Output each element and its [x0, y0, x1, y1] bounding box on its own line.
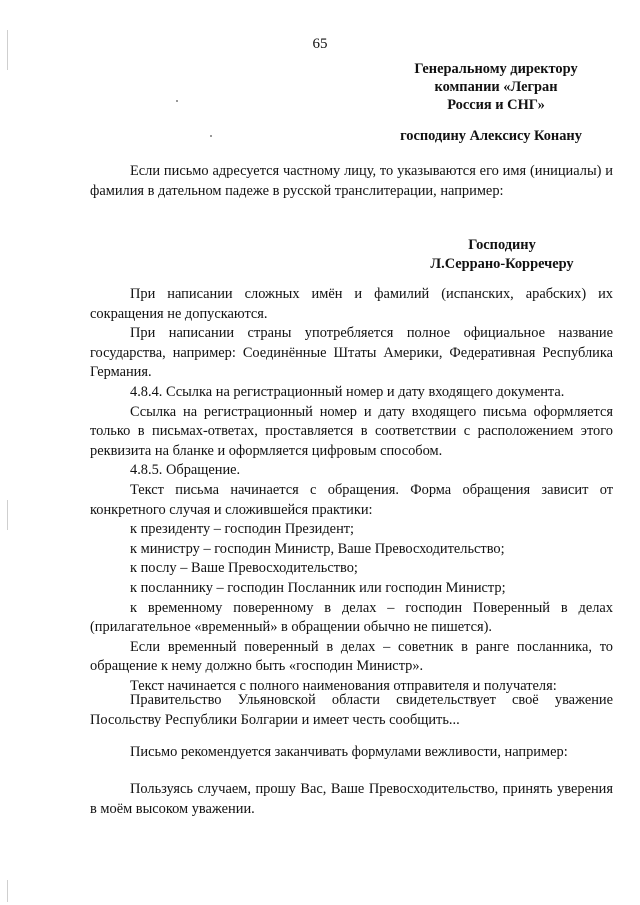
addressee-name: господину Алексису Конану — [400, 128, 582, 144]
page-number: 65 — [312, 36, 328, 52]
intro-paragraph: Если письмо адресуется частному лицу, то указываются его имя (инициалы) и фамилия в дательном падеже в русской транслитерации, например: — [90, 163, 613, 199]
address-form-item: к министру – господин Министр, Ваше Превосходительство; — [130, 540, 505, 557]
address-form-item: к посланнику – господин Посланник или господин Министр; — [130, 579, 506, 596]
example-section — [90, 691, 613, 730]
addressee-line: Генеральному директору — [414, 61, 578, 77]
section-heading: 4.8.5. Обращение. — [130, 462, 241, 479]
section-heading: 4.8.4. Ссылка на регистрационный номер и дату входящего документа. — [130, 383, 565, 400]
sample-address-line: Л.Серрано-Корречеру — [430, 256, 574, 272]
scan-speck — [210, 135, 212, 137]
paragraph: При написании сложных имён и фамилий (испанских, арабских) их сокращения не допускаются. — [90, 286, 613, 322]
sample-address — [400, 236, 604, 274]
address-form-item: к временному поверенному в делах – господин Поверенный в делах (прилагательное «временный» в обращении обычно не пишется). — [90, 599, 613, 636]
main-section — [90, 285, 613, 696]
address-form-item: к послу – Ваше Превосходительство; — [130, 560, 358, 577]
paragraph: Ссылка на регистрационный номер и дату входящего письма оформляется только в письмах-ответах, проставляется в соответствии с расположением этого реквизита на бланке и оформляется цифровым способом. — [90, 403, 613, 459]
paragraph: Текст письма начинается с обращения. Форма обращения зависит от конкретного случая и сложившейся практики: — [90, 481, 613, 518]
closing-intro: Письмо рекомендуется заканчивать формулами вежливости, например: — [130, 744, 568, 760]
paragraph: Текст начинается с полного наименования отправителя и получателя: — [130, 677, 557, 694]
address-form-item: к президенту – господин Президент; — [130, 521, 355, 538]
addressee-line: Россия и СНГ» — [447, 97, 545, 113]
closing-intro-section — [90, 743, 613, 763]
addressee-line: компании «Легран — [434, 79, 558, 95]
example-text: Правительство Ульяновской области свидетельствует своё уважение Посольству Республики Болгарии и имеет честь сообщить... — [90, 692, 613, 728]
scan-edge-line — [7, 500, 8, 530]
scan-speck — [176, 100, 178, 102]
intro-section — [90, 162, 613, 201]
paragraph: Если временный поверенный в делах – советник в ранге посланника, то обращение к нему должно быть «господин Министр». — [90, 638, 613, 675]
scan-edge-line — [7, 880, 8, 902]
paragraph: При написании страны употребляется полное официальное название государства, например: Соединённые Штаты Америки, Федеративная Республика Германия. — [90, 325, 613, 381]
sample-address-line: Господину — [468, 237, 536, 253]
closing-example: Пользуясь случаем, прошу Вас, Ваше Превосходительство, принять уверения в моём высоком уважении. — [90, 781, 613, 817]
addressee-block — [392, 60, 600, 114]
closing-example-section — [90, 780, 613, 819]
